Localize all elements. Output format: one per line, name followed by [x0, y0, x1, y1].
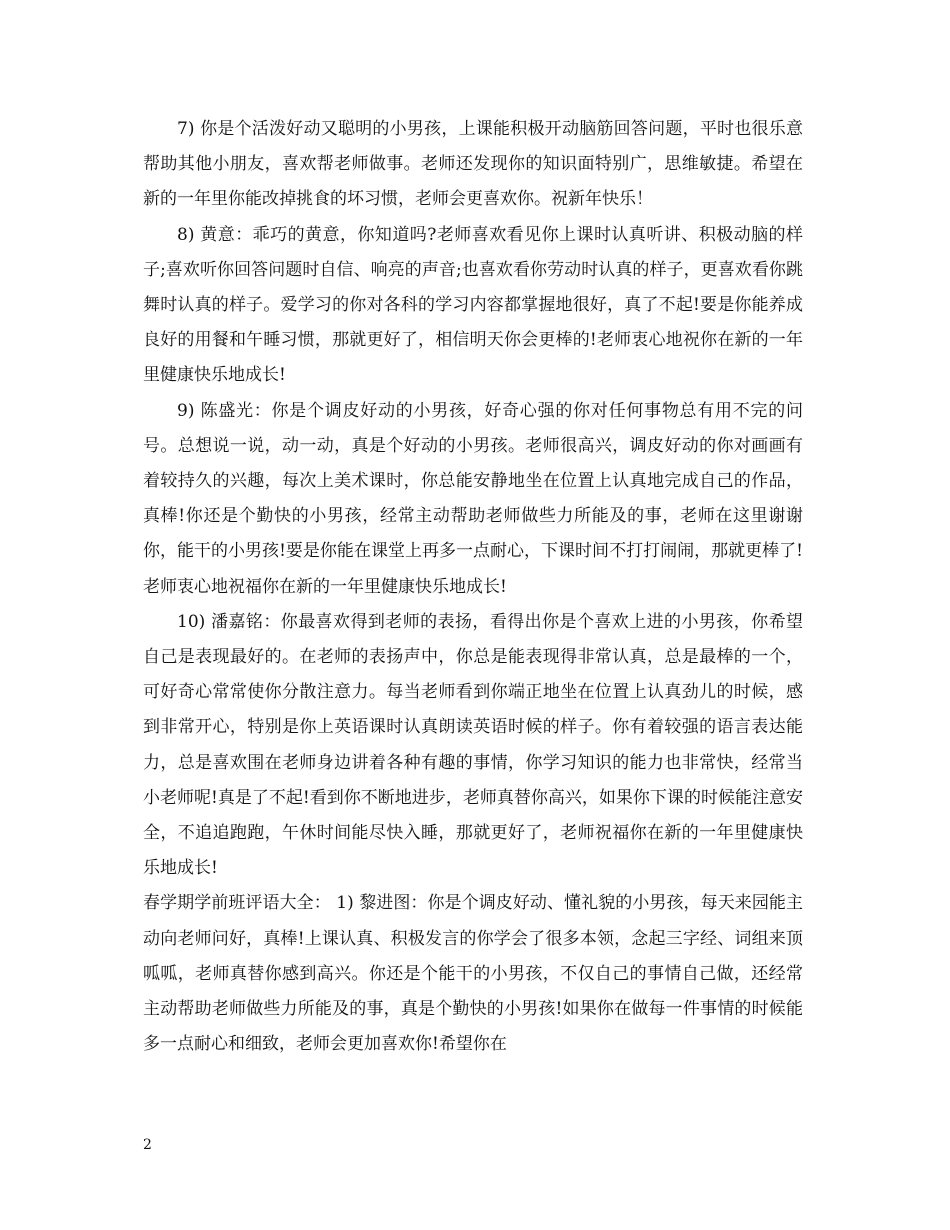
- document-body: [143, 112, 803, 1062]
- paragraph-10: 10) 潘嘉铭：你最喜欢得到老师的表扬，看得出你是个喜欢上进的小男孩，你希望自己是表现最好的。在老师的表扬声中，你总是能表现得非常认真，总是最棒的一个，可好奇心常常使你分散注意力。每当老师看到你端正地坐在位置上认真劲儿的时候，感到非常开心，特别是你上英语课时认真朗读英语时候的样子。你有着较强的语言表达能力，总是喜欢围在老师身边讲着各种有趣的事情，你学习知识的能力也非常快，经常当小老师呢!真是了不起!看到你不断地进步，老师真替你高兴，如果你下课的时候能注意安全，不追追跑跑，午休时间能尽快入睡，那就更好了，老师祝福你在新的一年里健康快乐地成长!: [143, 611, 803, 879]
- paragraph-7: 7) 你是个活泼好动又聪明的小男孩，上课能积极开动脑筋回答问题，平时也很乐意帮助其他小朋友，喜欢帮老师做事。老师还发现你的知识面特别广，思维敏捷。希望在新的一年里你能改掉挑食的坏习惯，老师会更喜欢你。祝新年快乐！: [143, 119, 803, 210]
- paragraph-9: 9) 陈盛光：你是个调皮好动的小男孩，好奇心强的你对任何事物总有用不完的问号。总想说一说，动一动，真是个好动的小男孩。老师很高兴，调皮好动的你对画画有着较持久的兴趣，每次上美术课时，你总能安静地坐在位置上认真地完成自己的作品，真棒!你还是个勤快的小男孩，经常主动帮助老师做些力所能及的事，老师在这里谢谢你，能干的小男孩!要是你能在课堂上再多一点耐心，下课时间不打打闹闹，那就更棒了!老师衷心地祝福你在新的一年里健康快乐地成长!: [143, 400, 803, 597]
- paragraph-8: 8) 黄意：乖巧的黄意，你知道吗?老师喜欢看见你上课时认真听讲、积极动脑的样子;喜欢听你回答问题时自信、响亮的声音;也喜欢看你劳动时认真的样子，更喜欢看你跳舞时认真的样子。爱学习的你对各科的学习内容都掌握地很好，真了不起!要是你能养成良好的用餐和午睡习惯，那就更好了，相信明天你会更棒的!老师衷心地祝你在新的一年里健康快乐地成长!: [143, 224, 803, 386]
- paragraph-spring-section: 春学期学前班评语大全： 1) 黎进图：你是个调皮好动、懂礼貌的小男孩，每天来园能主动向老师问好，真棒!上课认真、积极发言的你学会了很多本领，念起三字经、词组来顶呱呱，老师真替你感到高兴。你还是个能干的小男孩，不仅自己的事情自己做，还经常主动帮助老师做些力所能及的事，真是个勤快的小男孩!如果你在做每一件事情的时候能多一点耐心和细致，老师会更加喜欢你!希望你在: [143, 893, 803, 1055]
- page-number: 2: [143, 1137, 152, 1153]
